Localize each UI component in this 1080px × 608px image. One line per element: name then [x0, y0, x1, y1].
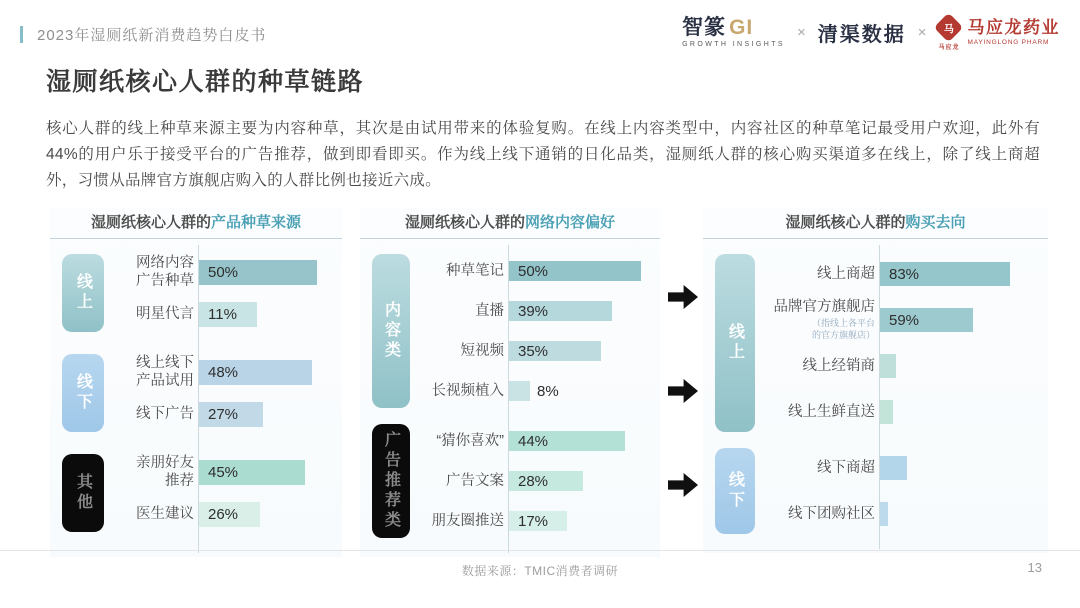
bar-value: 83%: [889, 265, 920, 283]
chart-row: [763, 297, 1048, 343]
chart-row: [418, 291, 660, 331]
bar-group: [62, 351, 342, 435]
zhizhuan-gi: GI: [729, 16, 754, 39]
bar-group: [62, 251, 342, 335]
bar-group: [372, 421, 660, 541]
bar-value: 27%: [208, 405, 239, 423]
zhizhuan-logo-text: [682, 17, 785, 38]
chart-row: [763, 389, 1048, 435]
bar-label: 网络内容 广告种草: [136, 254, 194, 289]
chart-row: [418, 371, 660, 411]
bar-value: 50%: [518, 262, 549, 280]
bar: [199, 402, 263, 427]
chart-row: [112, 451, 342, 493]
chart-body: [50, 239, 342, 557]
arrow-right-icon: [668, 378, 698, 404]
bar: [199, 302, 257, 327]
body-paragraph: 核心人群的线上种草来源主要为内容种草，其次是由试用带来的体验复购。在线上内容类型中，内容社区的种草笔记最受用户欢迎，此外有44%的用户乐于接受平台的广告推荐，做到即看即买。作为线上线下通销的日化品类，湿厕纸人群的核心购买渠道多在线上，除了线上商超外，习惯从品牌官方旗舰店购入的人群比例也接近六成。: [46, 120, 1040, 189]
bar: [880, 456, 907, 480]
chart-row: [112, 351, 342, 393]
chart-row: [418, 461, 660, 501]
bar-label: 朋友圈推送: [431, 512, 504, 529]
group-badge: 内容类: [372, 254, 410, 408]
bar-label: 线上生鲜直送: [788, 403, 875, 420]
bar-value: 39%: [518, 302, 549, 320]
axis-line: [879, 245, 880, 549]
mayinglong-logo-text: [968, 19, 1061, 46]
footer-divider: [0, 550, 1080, 551]
data-source: 数据来源：TMIC消费者调研: [461, 564, 619, 578]
bar-label: 线上经销商: [802, 357, 875, 374]
accent-bar: [20, 26, 23, 43]
chart-row: [763, 251, 1048, 297]
arrow-right-icon: [668, 472, 698, 498]
zhizhuan-gi-logo: [682, 17, 785, 48]
bar-label: “猜你喜欢”: [436, 432, 504, 449]
bar: [199, 360, 312, 385]
bar: [509, 341, 601, 361]
chart-row: [418, 501, 660, 541]
bar: [509, 381, 530, 401]
bar: [880, 400, 893, 424]
page-number: 13: [1027, 560, 1042, 575]
bar-label: 线下商超: [817, 459, 875, 476]
report-eyebrow: [20, 24, 266, 45]
bar-label: 直播: [475, 302, 504, 319]
bar-value: 28%: [518, 472, 549, 490]
chart-title: 湿厕纸核心人群的网络内容偏好: [404, 214, 616, 231]
group-badge: 线上: [715, 254, 755, 432]
bar-label: 明星代言: [136, 305, 194, 322]
x-separator: ×: [917, 24, 927, 41]
bar-label: 短视频: [460, 342, 504, 359]
bar: [509, 301, 612, 321]
bar: [509, 511, 567, 531]
bar-footnote: （指线上各平台 的官方旗舰店）: [811, 318, 875, 341]
bar-label: 线上线下 产品试用: [136, 354, 194, 389]
page-title: 湿厕纸核心人群的种草链路: [46, 68, 365, 96]
bar-label: 长视频植入: [431, 382, 504, 399]
group-badge: 线上: [62, 254, 104, 332]
chart-body: [360, 239, 660, 557]
mayinglong-logo: [938, 14, 1060, 51]
chart-row: [763, 445, 1048, 491]
group-badge: 其他: [62, 454, 104, 532]
bar-value: 48%: [208, 363, 239, 381]
bar-label: 线下广告: [136, 405, 194, 422]
chart-row: [418, 421, 660, 461]
axis-line: [198, 245, 199, 553]
bar-value: 11%: [208, 305, 237, 323]
chart-row: [112, 251, 342, 293]
bar: [880, 308, 973, 332]
bar-value: 17%: [518, 512, 549, 530]
chart-title: 湿厕纸核心人群的产品种草来源: [90, 214, 302, 231]
bar: [199, 260, 317, 285]
bar-label: 品牌官方旗舰店 （指线上各平台 的官方旗舰店）: [763, 298, 875, 342]
bar-value: 45%: [208, 463, 239, 481]
zhizhuan-cn: 智篆: [682, 16, 727, 39]
bar: [880, 354, 896, 378]
mayinglong-subtitle: MAYINGLONG PHARM: [967, 38, 1050, 46]
chart-row: [763, 343, 1048, 389]
chart-panel-seeding-sources: [50, 208, 342, 557]
zhizhuan-subtitle: GROWTH INSIGHTS: [682, 41, 785, 48]
bar-label: 线下团购社区: [788, 505, 875, 522]
group-badge: 广告推荐类: [372, 424, 410, 538]
qingqu-logo: 清渠数据: [817, 24, 906, 46]
seal-char: 马: [943, 24, 954, 35]
bar-value: 59%: [889, 311, 920, 329]
group-badge: 线下: [715, 448, 755, 534]
chart-row: [112, 493, 342, 535]
bar: [509, 261, 641, 281]
bar-value: 44%: [518, 432, 549, 450]
chart-body: [703, 239, 1048, 553]
chart-row: [112, 293, 342, 335]
mayinglong-name: 马应龙药业: [967, 18, 1060, 38]
bar-value: 26%: [208, 505, 239, 523]
chart-row: [418, 251, 660, 291]
x-separator: ×: [796, 24, 806, 41]
bar-label: 亲朋好友 推荐: [136, 454, 194, 489]
mayinglong-seal-icon: [938, 14, 959, 51]
bar-group: [715, 251, 1048, 435]
chart-row: [763, 491, 1048, 537]
chart-row: [112, 393, 342, 435]
bar: [199, 460, 305, 485]
chart-panel-purchase-destination: [703, 208, 1048, 553]
seal-caption: 马应龙: [938, 45, 960, 51]
chart-title: 湿厕纸核心人群的购买去向: [785, 214, 966, 231]
bar: [880, 502, 888, 526]
chart-panel-content-preference: [360, 208, 660, 557]
bar-group: [372, 251, 660, 411]
bar: [199, 502, 260, 527]
bar: [509, 431, 625, 451]
axis-line: [508, 245, 509, 553]
bar-group: [715, 445, 1048, 537]
brand-logos: [682, 14, 1060, 51]
bar-label: 医生建议: [136, 505, 194, 522]
bar-value: 50%: [208, 263, 239, 281]
bar-label: 种草笔记: [446, 262, 504, 279]
chart-row: [418, 331, 660, 371]
report-title: 2023年湿厕纸新消费趋势白皮书: [37, 27, 267, 44]
bar-label: 线上商超: [817, 265, 875, 282]
bar: [880, 262, 1010, 286]
bar-value: 8%: [537, 382, 559, 400]
charts-area: [0, 208, 1080, 550]
bar: [509, 471, 583, 491]
arrow-right-icon: [668, 284, 698, 310]
group-badge: 线下: [62, 354, 104, 432]
bar-value: 35%: [518, 342, 549, 360]
bar-label: 广告文案: [446, 472, 504, 489]
bar-group: [62, 451, 342, 535]
